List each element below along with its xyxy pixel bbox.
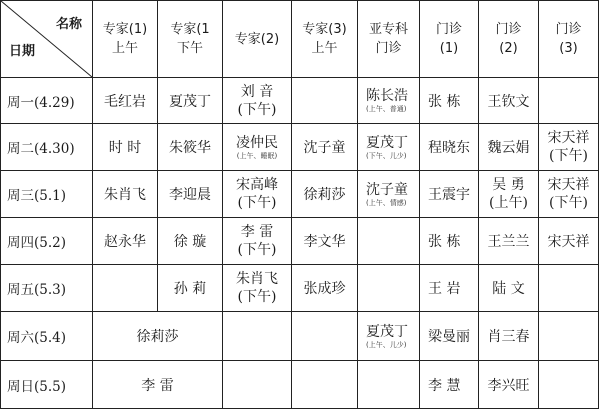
- day-cell: 周一(4.29): [1, 78, 93, 124]
- expert2-cell: 李 雷 (下午): [223, 218, 292, 265]
- clinic1-cell: 梁曼丽: [420, 312, 479, 361]
- header-expert1-am: 专家(1) 上午: [93, 1, 158, 78]
- table-row: [1, 171, 599, 218]
- header-row: [1, 1, 599, 78]
- expert3-am-cell: [292, 312, 358, 361]
- table-row: [1, 124, 599, 171]
- table-row: [1, 78, 599, 124]
- expert1-pm-cell: 徐 璇: [158, 218, 223, 265]
- expert1-am-cell: 毛红岩: [93, 78, 158, 124]
- subspecialty-cell: 沈子童 (上午、情感): [358, 171, 420, 218]
- clinic2-cell: 王钦文: [479, 78, 539, 124]
- expert2-cell: 朱肖飞 (下午): [223, 265, 292, 312]
- clinic1-cell: 张 栋: [420, 218, 479, 265]
- header-clinic1: 门诊 (1): [420, 1, 479, 78]
- table-row: [1, 361, 599, 409]
- expert1-merged-cell: 徐莉莎: [93, 312, 223, 361]
- clinic3-cell: [539, 78, 599, 124]
- clinic2-cell: 陆 文: [479, 265, 539, 312]
- header-subspecialty: 亚专科 门诊: [358, 1, 420, 78]
- expert3-am-cell: 张成珍: [292, 265, 358, 312]
- clinic1-cell: 王 岩: [420, 265, 479, 312]
- expert2-cell: [223, 312, 292, 361]
- expert1-pm-cell: 孙 莉: [158, 265, 223, 312]
- day-cell: 周六(5.4): [1, 312, 93, 361]
- subspecialty-cell: [358, 218, 420, 265]
- clinic3-cell: [539, 361, 599, 409]
- corner-name-label: 名称: [55, 17, 82, 32]
- day-cell: 周三(5.1): [1, 171, 93, 218]
- table-row: [1, 218, 599, 265]
- subspecialty-cell: [358, 361, 420, 409]
- expert2-cell: 宋高峰 (下午): [223, 171, 292, 218]
- header-clinic3: 门诊 (3): [539, 1, 599, 78]
- header-expert2: 专家(2): [223, 1, 292, 78]
- clinic3-cell: [539, 312, 599, 361]
- expert1-pm-cell: 李迎晨: [158, 171, 223, 218]
- expert3-am-cell: [292, 78, 358, 124]
- clinic3-cell: 宋天祥 (下午): [539, 124, 599, 171]
- clinic2-cell: 魏云娟: [479, 124, 539, 171]
- clinic1-cell: 张 栋: [420, 78, 479, 124]
- expert1-pm-cell: 夏茂丁: [158, 78, 223, 124]
- expert1-am-cell: [93, 265, 158, 312]
- clinic2-cell: 李兴旺: [479, 361, 539, 409]
- clinic3-cell: 宋天祥 (下午): [539, 171, 599, 218]
- clinic2-cell: 吴 勇 (上午): [479, 171, 539, 218]
- expert2-cell: [223, 361, 292, 409]
- clinic1-cell: 王震宇: [420, 171, 479, 218]
- clinic2-cell: 王兰兰: [479, 218, 539, 265]
- clinic1-cell: 李 慧: [420, 361, 479, 409]
- table-row: [1, 265, 599, 312]
- subspecialty-cell: [358, 265, 420, 312]
- day-cell: 周五(5.3): [1, 265, 93, 312]
- expert2-cell: 刘 音 (下午): [223, 78, 292, 124]
- clinic3-cell: 宋天祥: [539, 218, 599, 265]
- corner-header-cell: [1, 1, 93, 78]
- expert3-am-cell: 沈子童: [292, 124, 358, 171]
- subspecialty-cell: 夏茂丁 (上午、儿少): [358, 312, 420, 361]
- expert2-cell: 凌仲民 (上午、睡眠): [223, 124, 292, 171]
- day-cell: 周日(5.5): [1, 361, 93, 409]
- expert3-am-cell: [292, 361, 358, 409]
- header-expert3-am: 专家(3) 上午: [292, 1, 358, 78]
- expert1-pm-cell: 朱筱华: [158, 124, 223, 171]
- expert1-am-cell: 时 时: [93, 124, 158, 171]
- subspecialty-cell: 夏茂丁 (下午、儿少): [358, 124, 420, 171]
- table-row: [1, 312, 599, 361]
- expert1-am-cell: 朱肖飞: [93, 171, 158, 218]
- day-cell: 周二(4.30): [1, 124, 93, 171]
- corner-date-label: 日期: [9, 44, 36, 59]
- clinic1-cell: 程晓东: [420, 124, 479, 171]
- expert3-am-cell: 李文华: [292, 218, 358, 265]
- subspecialty-cell: 陈长浩 (上午、普通): [358, 78, 420, 124]
- expert1-am-cell: 赵永华: [93, 218, 158, 265]
- header-expert1-pm: 专家(1 下午: [158, 1, 223, 78]
- clinic2-cell: 肖三春: [479, 312, 539, 361]
- expert1-merged-cell: 李 雷: [93, 361, 223, 409]
- expert3-am-cell: 徐莉莎: [292, 171, 358, 218]
- clinic3-cell: [539, 265, 599, 312]
- day-cell: 周四(5.2): [1, 218, 93, 265]
- header-clinic2: 门诊 (2): [479, 1, 539, 78]
